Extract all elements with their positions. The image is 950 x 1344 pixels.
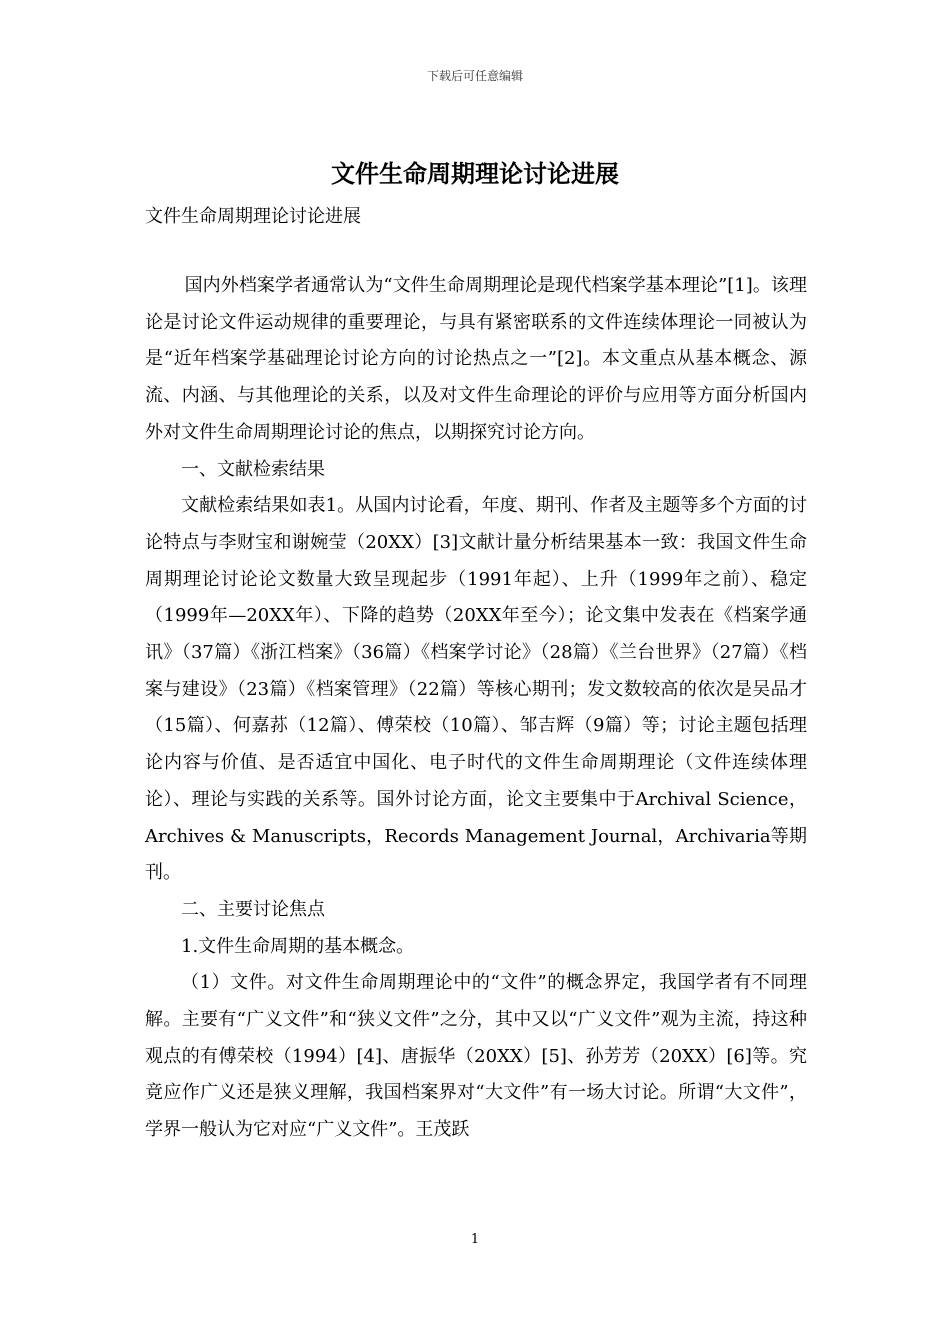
document-subtitle: 文件生命周期理论讨论进展 [145, 206, 361, 227]
literature-paragraph: 文献检索结果如表1。从国内讨论看，年度、期刊、作者及主题等多个方面的讨论特点与李财宝和谢婉莹（20XX）[3]文献计量分析结果基本一致：我国文件生命周期理论讨论论文数量大致呈现起步（1991年起）、上升（1999年之前）、稳定（1999年—20XX年）、下降的趋势（20XX年至今）；论文集中发表在《档案学通讯》（37篇）《浙江档案》（36篇）《档案学讨论》（28篇）《兰台世界》（27篇）《档案与建设》（23篇）《档案管理》（22篇）等核心期刊；发文数较高的依次是吴品才（15篇）、何嘉荪（12篇）、傅荣校（10篇）、邹吉辉（9篇）等；讨论主题包括理论内容与价值、是否适宜中国化、电子时代的文件生命周期理论（文件连续体理论）、理论与实践的关系等。国外讨论方面，论文主要集中于Archival Science，Archives & Manuscripts，Records Management Journal，Archivaria等期刊。 [145, 495, 807, 884]
document-title: 文件生命周期理论讨论进展 [331, 160, 619, 188]
document-body [145, 268, 807, 1149]
section-heading-1: 一、文献检索结果 [181, 458, 325, 480]
page-number: 1 [470, 1232, 480, 1247]
concept-paragraph: （1）文件。对文件生命周期理论中的“文件”的概念界定，我国学者有不同理解。主要有“广义文件”和“狭义文件”之分，其中又以“广义文件”观为主流，持这种观点的有傅荣校（1994）[4]、唐振华（20XX）[5]、孙芳芳（20XX）[6]等。究竟应作广义还是狭义理解，我国档案界对“大文件”有一场大讨论。所谓“大文件”，学界一般认为它对应“广义文件”。王茂跃 [145, 972, 807, 1141]
header-note: 下载后可任意编辑 [426, 69, 523, 83]
intro-paragraph: 国内外档案学者通常认为“文件生命周期理论是现代档案学基本理论”[1]。该理论是讨论文件运动规律的重要理论，与具有紧密联系的文件连续体理论一同被认为是“近年档案学基础理论讨论方向的讨论热点之一”[2]。本文重点从基本概念、源流、内涵、与其他理论的关系，以及对文件生命理论的评价与应用等方面分析国内外对文件生命周期理论讨论的焦点，以期探究讨论方向。 [145, 275, 807, 443]
subsection-heading: 1.文件生命周期的基本概念。 [181, 935, 415, 957]
section-heading-2: 二、主要讨论焦点 [181, 898, 325, 920]
